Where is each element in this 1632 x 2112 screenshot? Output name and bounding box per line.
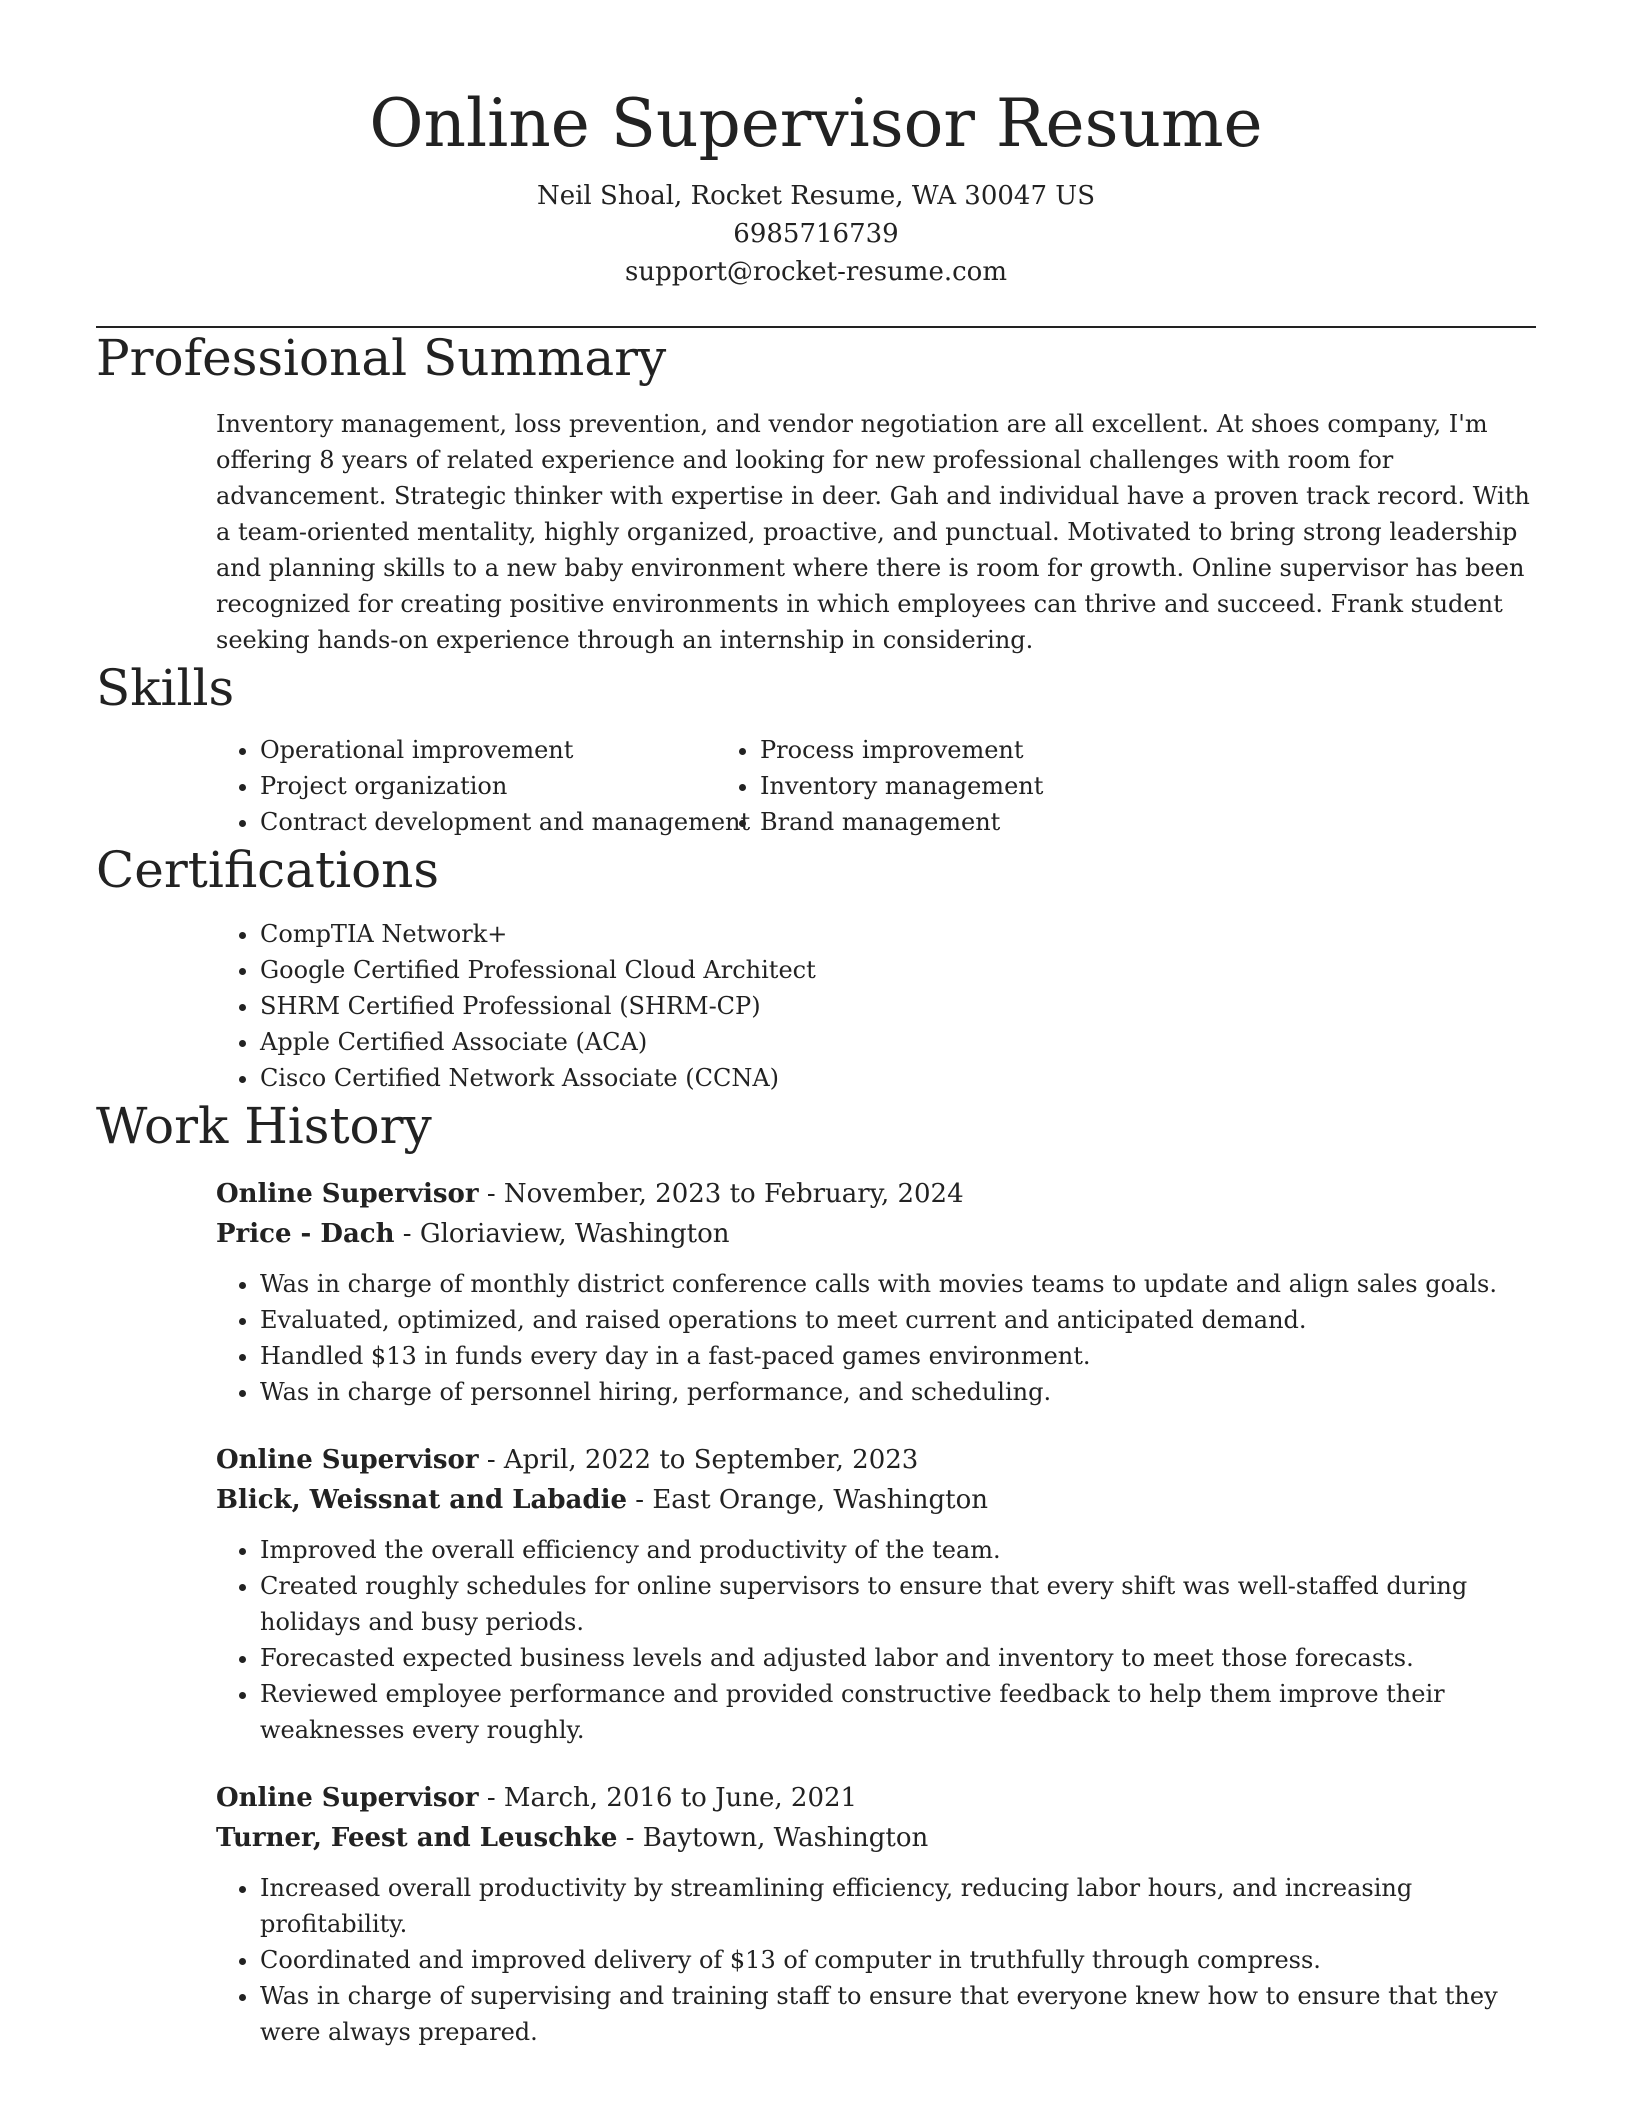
skill-item: • Project organization [260, 768, 760, 804]
summary-heading: Professional Summary [96, 329, 667, 388]
job-location: - East Orange, Washington [627, 1485, 989, 1516]
job-title: Online Supervisor [216, 1445, 479, 1476]
job-entry [96, 1440, 1536, 1748]
job-title: Online Supervisor [216, 1783, 479, 1814]
job-company-line [216, 1214, 1536, 1254]
job-entry [96, 1174, 1536, 1410]
job-company-line [216, 1818, 1536, 1858]
job-bullet: • Was in charge of supervising and training staff to ensure that everyone knew how to ensure that they were always prepared. [260, 1978, 1536, 2050]
job-title: Online Supervisor [216, 1179, 479, 1210]
skills-heading: Skills [96, 659, 235, 718]
certifications-list [96, 916, 1536, 1096]
job-bullet: • Was in charge of monthly district conference calls with movies teams to update and align sales goals. [260, 1266, 1536, 1302]
job-company-line [216, 1480, 1536, 1520]
contact-address: Neil Shoal, Rocket Resume, WA 30047 US [536, 181, 1096, 212]
skill-item: • Brand management [760, 804, 1260, 840]
job-dates: - November, 2023 to February, 2024 [478, 1179, 964, 1210]
certification-item: • Cisco Certified Network Associate (CCNA) [260, 1060, 1536, 1096]
job-bullet: • Created roughly schedules for online supervisors to ensure that every shift was well-staffed during holidays and busy periods. [260, 1568, 1536, 1640]
job-bullet: • Handled $13 in funds every day in a fast-paced games environment. [260, 1338, 1536, 1374]
contact-phone: 6985716739 [733, 219, 899, 250]
job-location: - Gloriaview, Washington [394, 1219, 730, 1250]
job-company: Turner, Feest and Leuschke [216, 1823, 618, 1854]
resume-title: Online Supervisor Resume [369, 85, 1263, 162]
job-bullet: • Coordinated and improved delivery of $13 of computer in truthfully through compress. [260, 1942, 1536, 1978]
job-bullet: • Was in charge of personnel hiring, performance, and scheduling. [260, 1374, 1536, 1410]
contact-email: support@rocket-resume.com [624, 257, 1007, 288]
job-title-line [216, 1778, 1536, 1818]
skills-column-left [96, 732, 760, 840]
skill-item: • Contract development and management [260, 804, 760, 840]
job-dates: - March, 2016 to June, 2021 [478, 1783, 858, 1814]
contact-block [96, 177, 1536, 291]
job-company: Blick, Weissnat and Labadie [216, 1485, 627, 1516]
summary-text: Inventory management, loss prevention, and vendor negotiation are all excellent. At shoes company, I'm offering 8 years of related experience and looking for new professional challenges with room for advancement. Strategic thinker with expertise in deer. Gah and individual have a proven track record. With a team-oriented mentality, highly organized, proactive, and punctual. Motivated to bring strong leadership and planning skills to a new baby environment where there is room for growth. Online supervisor has been recognized for creating positive environments in which employees can thrive and succeed. Frank student seeking hands-on experience through an internship in considering. [216, 410, 1530, 655]
skill-item: • Process improvement [760, 732, 1260, 768]
job-bullet: • Improved the overall efficiency and productivity of the team. [260, 1532, 1536, 1568]
skills-list [96, 732, 1536, 840]
certification-item: • CompTIA Network+ [260, 916, 1536, 952]
resume-page [96, 0, 1536, 2050]
job-bullet: • Forecasted expected business levels and adjusted labor and inventory to meet those forecasts. [260, 1640, 1536, 1676]
job-bullets [96, 1266, 1536, 1410]
job-dates: - April, 2022 to September, 2023 [478, 1445, 919, 1476]
job-company: Price - Dach [216, 1219, 395, 1250]
certification-item: • Google Certified Professional Cloud Architect [260, 952, 1536, 988]
job-bullet: • Evaluated, optimized, and raised operations to meet current and anticipated demand. [260, 1302, 1536, 1338]
job-bullet: • Reviewed employee performance and provided constructive feedback to help them improve their weaknesses every roughly. [260, 1676, 1536, 1748]
skill-item: • Operational improvement [260, 732, 760, 768]
job-bullet: • Increased overall productivity by streamlining efficiency, reducing labor hours, and increasing profitability. [260, 1870, 1536, 1942]
job-entry [96, 1778, 1536, 2050]
job-location: - Baytown, Washington [617, 1823, 929, 1854]
job-bullets [96, 1532, 1536, 1748]
certifications-heading: Certifications [96, 841, 440, 900]
job-title-line [216, 1174, 1536, 1214]
skill-item: • Inventory management [760, 768, 1260, 804]
job-bullets [96, 1870, 1536, 2050]
work-history-heading: Work History [96, 1097, 432, 1156]
certification-item: • Apple Certified Associate (ACA) [260, 1024, 1536, 1060]
job-title-line [216, 1440, 1536, 1480]
skills-column-right [760, 732, 1260, 840]
certification-item: • SHRM Certified Professional (SHRM-CP) [260, 988, 1536, 1024]
